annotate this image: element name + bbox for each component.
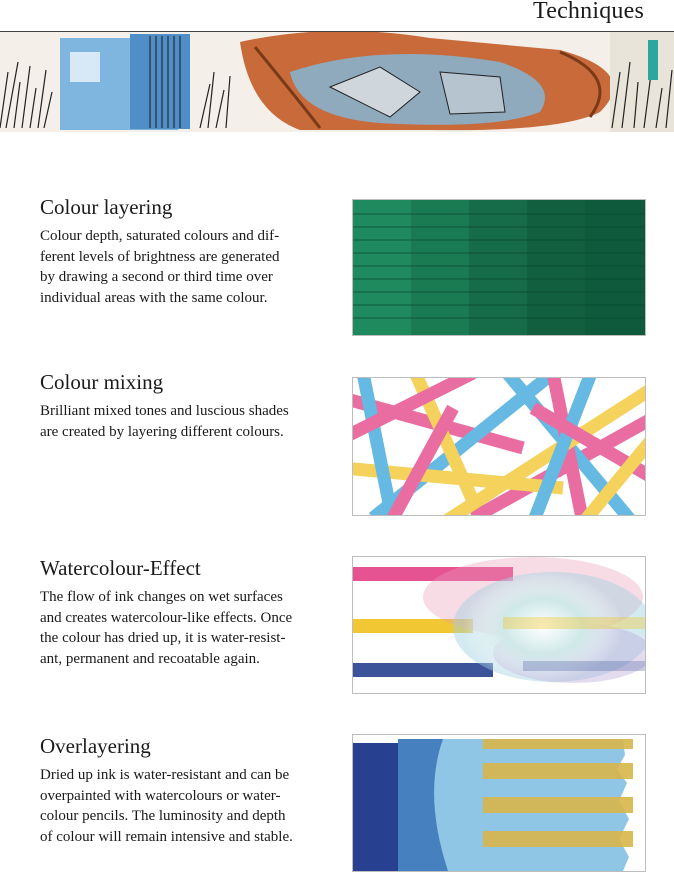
section-body: Dried up ink is water-resistant and can be overpainted with watercolours or water- colour pencils. The luminosity and depth of colour will remain intensive and stable. xyxy=(40,767,293,845)
crosshatch-mixing-swatch-icon xyxy=(352,377,646,516)
section-title: Colour layering xyxy=(40,195,173,219)
section-title: Colour mixing xyxy=(40,370,164,394)
section-title: Watercolour-Effect xyxy=(40,556,201,580)
section-title: Overlayering xyxy=(40,734,151,758)
green-layering-swatch-icon xyxy=(352,199,646,336)
section-body: Colour depth, saturated colours and dif- ferent levels of brightness are generated by drawing a second or third time over individual areas with the same colour. xyxy=(40,228,280,306)
page-title: Techniques xyxy=(533,0,644,24)
overlayering-swatch-icon xyxy=(352,734,646,872)
section-body: Brilliant mixed tones and luscious shades are created by layering different colours. xyxy=(40,403,289,440)
header-banner-illustration xyxy=(0,31,674,132)
section-body: The flow of ink changes on wet surfaces and creates watercolour-like effects. Once the colour has dried up, it is water-resist- ant, permanent and recoatable again. xyxy=(40,589,293,667)
watercolour-wash-swatch-icon xyxy=(352,556,646,694)
